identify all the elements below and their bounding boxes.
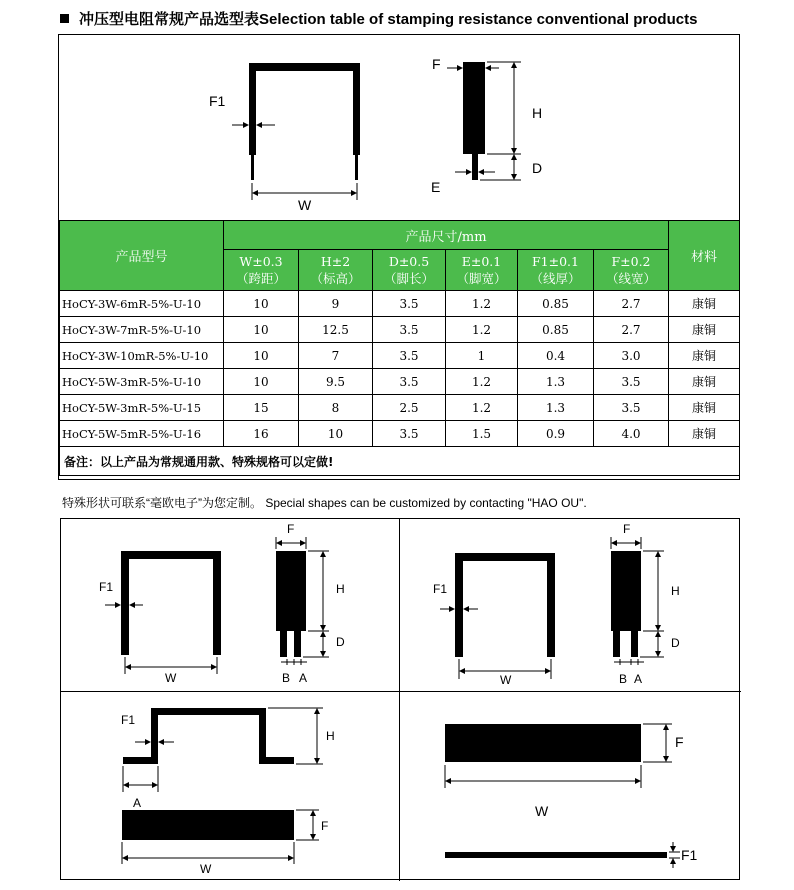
- cell-e: 1.2: [446, 395, 518, 421]
- page-title-text: 冲压型电阻常规产品选型表Selection table of stamping resistance conventional products: [79, 11, 698, 28]
- label-h: H: [532, 105, 543, 121]
- label-w: W: [500, 673, 512, 687]
- table-row: [60, 421, 740, 447]
- table-row: [60, 291, 740, 317]
- u-resistor-shape: [121, 551, 306, 657]
- custom-shape-panel-4: [400, 692, 740, 880]
- cell-f: 2.7: [594, 317, 669, 343]
- label-d: D: [532, 160, 543, 176]
- table-row: [60, 369, 740, 395]
- page-title: [60, 8, 697, 29]
- u-shape-diagram: [59, 35, 739, 220]
- cell-e: 1: [446, 343, 518, 369]
- cell-material: 康铜: [669, 291, 740, 317]
- label-f: F: [321, 819, 329, 833]
- col-header-f: F±0.2 （线宽）: [594, 250, 669, 291]
- cell-d: 3.5: [373, 291, 446, 317]
- label-f: F: [287, 522, 295, 536]
- label-a: A: [299, 671, 308, 685]
- cell-h: 12.5: [299, 317, 373, 343]
- material-header: 材料: [669, 221, 740, 291]
- label-w: W: [165, 671, 177, 685]
- cell-e: 1.5: [446, 421, 518, 447]
- cell-f1: 0.4: [518, 343, 594, 369]
- label-h: H: [326, 729, 335, 743]
- u-resistor-shape: [249, 63, 360, 180]
- flat-bar-shape: [122, 810, 294, 840]
- cell-material: 康铜: [669, 317, 740, 343]
- label-f1: F1: [681, 847, 698, 863]
- cell-w: 10: [224, 369, 299, 395]
- label-f1: F1: [121, 713, 136, 727]
- label-f1: F1: [433, 582, 448, 596]
- col-header-e: E±0.1 （脚宽）: [446, 250, 518, 291]
- col-header-d: D±0.5 （脚长）: [373, 250, 446, 291]
- table-row: [60, 395, 740, 421]
- label-e: E: [431, 179, 441, 195]
- label-w: W: [535, 803, 549, 819]
- side-view-shape: [463, 62, 485, 180]
- cell-f1: 1.3: [518, 369, 594, 395]
- cell-material: 康铜: [669, 369, 740, 395]
- cell-d: 3.5: [373, 343, 446, 369]
- cell-material: 康铜: [669, 421, 740, 447]
- label-w: W: [298, 197, 312, 213]
- table-row: [60, 343, 740, 369]
- cell-h: 10: [299, 421, 373, 447]
- cell-w: 16: [224, 421, 299, 447]
- cell-f1: 0.9: [518, 421, 594, 447]
- label-a: A: [634, 672, 643, 686]
- label-f1: F1: [99, 580, 114, 594]
- cell-model: HoCY-5W-3mR-5%-U-15: [60, 395, 224, 421]
- cell-w: 10: [224, 317, 299, 343]
- label-b: B: [282, 671, 291, 685]
- header-row: [60, 221, 740, 250]
- cell-f1: 0.85: [518, 317, 594, 343]
- label-h: H: [336, 582, 345, 596]
- table-row: [60, 317, 740, 343]
- label-b: B: [619, 672, 628, 686]
- label-f1: F1: [209, 93, 226, 109]
- custom-shapes-note: 特殊形状可联系“毫欧电子”为您定制。 Special shapes can be customized by contacting "HAO OU".: [62, 496, 587, 510]
- cell-e: 1.2: [446, 369, 518, 395]
- cell-d: 2.5: [373, 395, 446, 421]
- cell-d: 3.5: [373, 421, 446, 447]
- label-h: H: [671, 584, 680, 598]
- col-header-w: W±0.3 （跨距）: [224, 250, 299, 291]
- cell-f: 2.7: [594, 291, 669, 317]
- cell-w: 10: [224, 291, 299, 317]
- model-header: 产品型号: [60, 221, 224, 291]
- cell-f1: 1.3: [518, 395, 594, 421]
- cell-material: 康铜: [669, 395, 740, 421]
- u-resistor-shape: [455, 551, 641, 657]
- bullet-square-icon: [60, 14, 69, 23]
- cell-h: 8: [299, 395, 373, 421]
- cell-d: 3.5: [373, 317, 446, 343]
- cell-material: 康铜: [669, 343, 740, 369]
- flat-bar-shape: [445, 724, 641, 762]
- cell-d: 3.5: [373, 369, 446, 395]
- cell-h: 9: [299, 291, 373, 317]
- cell-f: 4.0: [594, 421, 669, 447]
- cell-model: HoCY-3W-7mR-5%-U-10: [60, 317, 224, 343]
- label-f: F: [675, 734, 684, 750]
- cell-h: 7: [299, 343, 373, 369]
- label-f: F: [623, 522, 631, 536]
- cell-w: 15: [224, 395, 299, 421]
- label-d: D: [336, 635, 345, 649]
- thin-bar-shape: [445, 852, 667, 858]
- cell-model: HoCY-3W-6mR-5%-U-10: [60, 291, 224, 317]
- note-row: [60, 447, 740, 476]
- cell-h: 9.5: [299, 369, 373, 395]
- cell-model: HoCY-5W-5mR-5%-U-16: [60, 421, 224, 447]
- cell-f1: 0.85: [518, 291, 594, 317]
- label-a: A: [133, 796, 142, 810]
- custom-shape-panel-1: [61, 519, 399, 691]
- label-w: W: [200, 862, 212, 876]
- cell-f: 3.5: [594, 369, 669, 395]
- label-f: F: [432, 56, 441, 72]
- custom-shape-panel-3: [61, 692, 399, 880]
- cell-e: 1.2: [446, 317, 518, 343]
- table-note: 备注：以上产品为常规通用款、特殊规格可以定做!: [60, 447, 740, 476]
- cell-model: HoCY-3W-10mR-5%-U-10: [60, 343, 224, 369]
- spec-table: [59, 220, 740, 476]
- size-header: 产品尺寸/mm: [224, 221, 669, 250]
- hat-resistor-shape: [123, 708, 294, 764]
- label-d: D: [671, 636, 680, 650]
- cell-f: 3.0: [594, 343, 669, 369]
- custom-shapes-frame: [60, 518, 740, 880]
- custom-shape-panel-2: [400, 519, 740, 691]
- cell-model: HoCY-5W-3mR-5%-U-10: [60, 369, 224, 395]
- cell-f: 3.5: [594, 395, 669, 421]
- col-header-h: H±2 （标高）: [299, 250, 373, 291]
- col-header-f1: F1±0.1 （线厚）: [518, 250, 594, 291]
- selection-table-frame: [58, 34, 740, 480]
- cell-e: 1.2: [446, 291, 518, 317]
- cell-w: 10: [224, 343, 299, 369]
